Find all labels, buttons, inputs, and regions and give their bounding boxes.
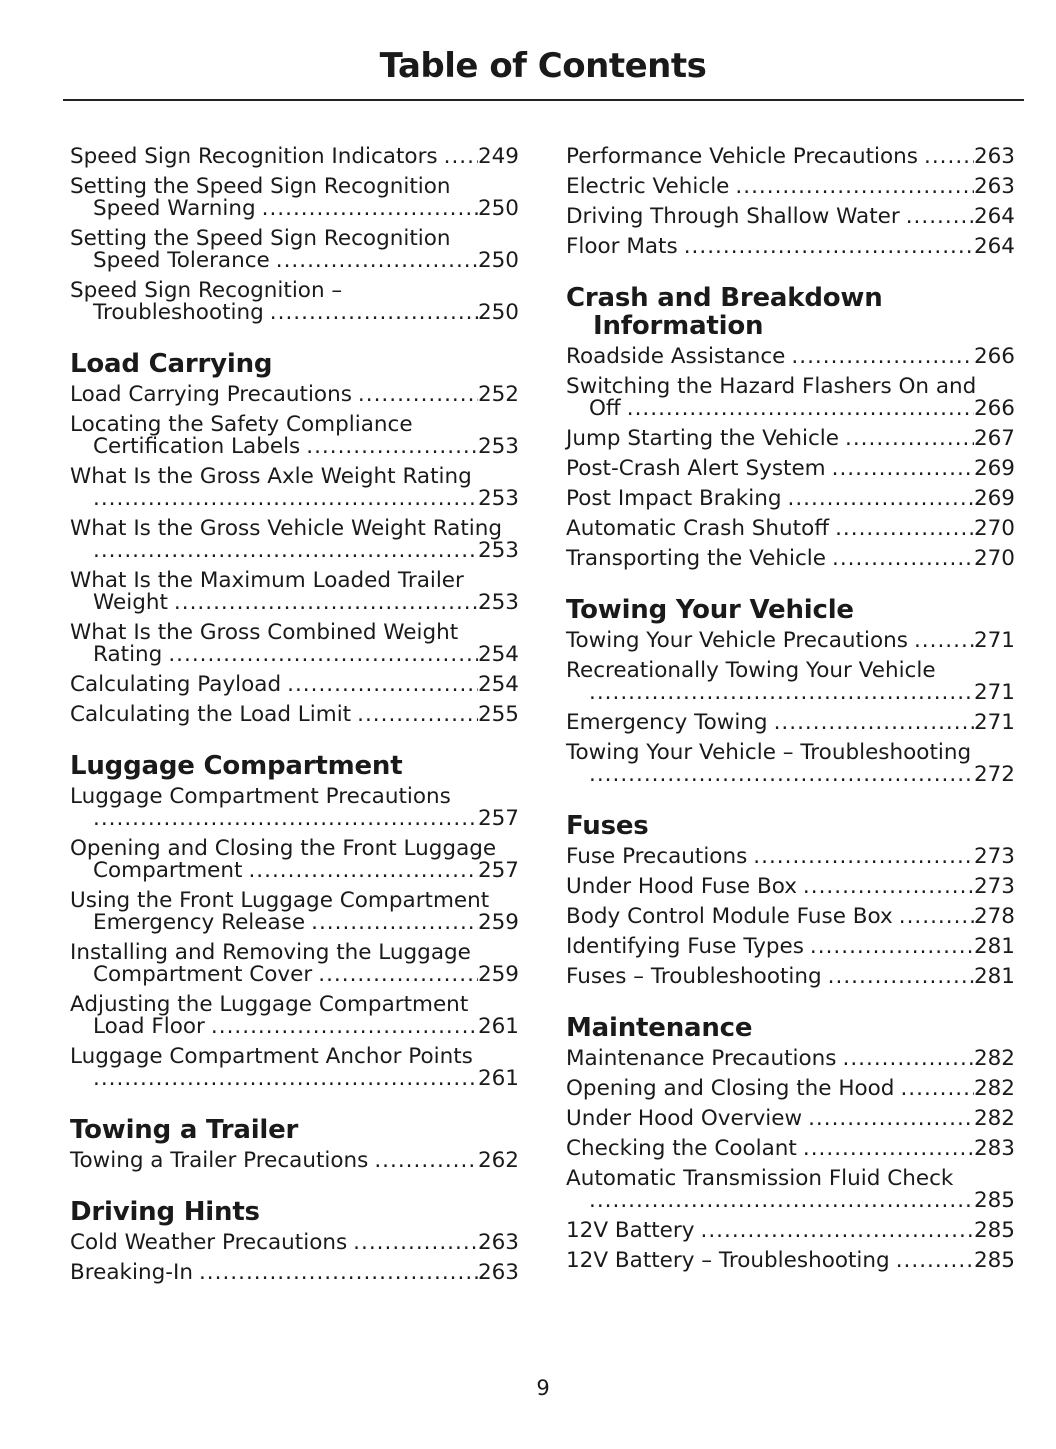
section-spacer <box>70 332 519 350</box>
section-heading-text: Information <box>593 311 764 341</box>
toc-entry-post-crash-alert-system[interactable] <box>566 458 1015 480</box>
entry-title: What Is the Gross Vehicle Weight Rating <box>70 516 503 541</box>
entry-title: Emergency Release <box>93 910 306 935</box>
toc-entry-adjusting-the-luggage-compartment-load-floor[interactable] <box>70 994 519 1038</box>
entry-line <box>566 376 1015 398</box>
section-heading-text: Load Carrying <box>70 349 273 379</box>
toc-entry-emergency-towing[interactable] <box>566 712 1015 734</box>
section-heading-fuses <box>566 812 1015 840</box>
entry-line <box>566 1078 1015 1100</box>
entry-line <box>70 1068 519 1090</box>
entry-line <box>70 704 519 726</box>
toc-entry-electric-vehicle[interactable] <box>566 176 1015 198</box>
toc-entry-maintenance-precautions[interactable] <box>566 1048 1015 1070</box>
dot-leader <box>374 1150 478 1172</box>
toc-entry-speed-sign-recognition-troubleshooting[interactable] <box>70 280 519 324</box>
entry-page-number: 262 <box>477 1148 519 1173</box>
section-spacer <box>566 266 1015 284</box>
entry-page-number: 278 <box>973 904 1015 929</box>
dot-leader <box>357 704 478 726</box>
entry-title: 12V Battery <box>566 1218 695 1243</box>
dot-leader <box>845 428 974 450</box>
entry-title: Adjusting the Luggage Compartment <box>70 992 469 1017</box>
entry-page-number: 273 <box>973 874 1015 899</box>
entry-title: Using the Front Luggage Compartment <box>70 888 490 913</box>
section-heading-driving-hints <box>70 1198 519 1226</box>
entry-line <box>566 176 1015 198</box>
entry-line <box>70 488 519 510</box>
entry-line <box>566 906 1015 928</box>
entry-line <box>566 236 1015 258</box>
entry-title: What Is the Gross Axle Weight Rating <box>70 464 472 489</box>
toc-entry-towing-a-trailer-precautions[interactable] <box>70 1150 519 1172</box>
entry-title: Calculating Payload <box>70 672 282 697</box>
toc-entry-opening-and-closing-the-hood[interactable] <box>566 1078 1015 1100</box>
toc-entry-what-is-the-gross-axle-weight-rating[interactable] <box>70 466 519 510</box>
entry-line <box>566 876 1015 898</box>
entry-line <box>70 786 519 808</box>
dot-leader <box>311 912 478 934</box>
entry-page-number: 285 <box>973 1188 1015 1213</box>
entry-page-number: 263 <box>477 1230 519 1255</box>
toc-entry-roadside-assistance[interactable] <box>566 346 1015 368</box>
toc-entry-fuses-troubleshooting[interactable] <box>566 966 1015 988</box>
entry-line <box>566 966 1015 988</box>
toc-entry-luggage-compartment-anchor-points[interactable] <box>70 1046 519 1090</box>
entry-line <box>70 384 519 406</box>
entry-page-number: 253 <box>477 590 519 615</box>
entry-title: Performance Vehicle Precautions <box>566 144 918 169</box>
entry-title: Automatic Transmission Fluid Check <box>566 1166 954 1191</box>
toc-left-column <box>70 146 519 1292</box>
dot-leader <box>270 302 478 324</box>
entry-line <box>566 1108 1015 1130</box>
toc-entry-floor-mats[interactable] <box>566 236 1015 258</box>
dot-leader <box>803 876 974 898</box>
entry-page-number: 266 <box>973 396 1015 421</box>
page-title: Table of Contents <box>379 46 707 86</box>
entry-line <box>70 414 519 436</box>
toc-entry-what-is-the-gross-vehicle-weight-rating[interactable] <box>70 518 519 562</box>
toc-entry-automatic-crash-shutoff[interactable] <box>566 518 1015 540</box>
dot-leader <box>753 846 974 868</box>
entry-line <box>70 838 519 860</box>
entry-page-number: 263 <box>973 144 1015 169</box>
dot-leader <box>835 518 974 540</box>
dot-leader <box>168 644 478 666</box>
entry-page-number: 266 <box>973 344 1015 369</box>
toc-entry-breaking-in[interactable] <box>70 1262 519 1284</box>
entry-line <box>70 1046 519 1068</box>
entry-line <box>70 302 519 324</box>
dot-leader <box>906 206 974 228</box>
dot-leader <box>787 488 973 510</box>
entry-title: Automatic Crash Shutoff <box>566 516 830 541</box>
dot-leader <box>700 1220 973 1242</box>
page-number: 9 <box>536 1376 550 1400</box>
entry-line <box>566 712 1015 734</box>
entry-page-number: 257 <box>477 806 519 831</box>
dot-leader <box>174 592 478 614</box>
dot-leader <box>589 764 974 786</box>
entry-line <box>70 570 519 592</box>
entry-title: Post-Crash Alert System <box>566 456 826 481</box>
entry-line <box>70 198 519 220</box>
entry-page-number: 281 <box>973 964 1015 989</box>
toc-entry-using-the-front-luggage-compartment-emergency-release[interactable] <box>70 890 519 934</box>
section-heading-text: Towing a Trailer <box>70 1115 299 1145</box>
dot-leader <box>896 1250 974 1272</box>
entry-line <box>70 674 519 696</box>
dot-leader <box>832 458 974 480</box>
section-heading-luggage-compartment <box>70 752 519 780</box>
dot-leader <box>262 198 478 220</box>
entry-page-number: 271 <box>973 628 1015 653</box>
entry-page-number: 249 <box>477 144 519 169</box>
entry-title: Speed Warning <box>93 196 256 221</box>
entry-page-number: 252 <box>477 382 519 407</box>
entry-line <box>70 622 519 644</box>
entry-title: Load Floor <box>93 1014 205 1039</box>
entry-page-number: 271 <box>973 710 1015 735</box>
entry-page-number: 253 <box>477 486 519 511</box>
dot-leader <box>93 808 478 830</box>
entry-page-number: 257 <box>477 858 519 883</box>
entry-line <box>70 250 519 272</box>
entry-page-number: 271 <box>973 680 1015 705</box>
toc-entry-identifying-fuse-types[interactable] <box>566 936 1015 958</box>
entry-page-number: 263 <box>477 1260 519 1285</box>
entry-line <box>70 280 519 302</box>
entry-title: Off <box>589 396 621 421</box>
entry-line <box>70 518 519 540</box>
entry-line <box>70 994 519 1016</box>
entry-line <box>566 548 1015 570</box>
toc-entry-post-impact-braking[interactable] <box>566 488 1015 510</box>
section-heading-towing-your-vehicle <box>566 596 1015 624</box>
entry-line <box>70 176 519 198</box>
entry-page-number: 254 <box>477 672 519 697</box>
entry-line <box>566 846 1015 868</box>
toc-entry-under-hood-overview[interactable] <box>566 1108 1015 1130</box>
entry-page-number: 264 <box>973 204 1015 229</box>
toc-entry-towing-your-vehicle-precautions[interactable] <box>566 630 1015 652</box>
dot-leader <box>287 674 478 696</box>
entry-line <box>70 436 519 458</box>
entry-line <box>566 428 1015 450</box>
entry-page-number: 253 <box>477 538 519 563</box>
entry-line <box>70 964 519 986</box>
entry-line <box>566 206 1015 228</box>
entry-page-number: 283 <box>973 1136 1015 1161</box>
entry-title: Switching the Hazard Flashers On and <box>566 374 977 399</box>
entry-line <box>70 1232 519 1254</box>
toc-entry-body-control-module-fuse-box[interactable] <box>566 906 1015 928</box>
section-spacer <box>70 1180 519 1198</box>
entry-page-number: 270 <box>973 516 1015 541</box>
entry-line <box>566 146 1015 168</box>
entry-line <box>70 912 519 934</box>
entry-title: What Is the Gross Combined Weight <box>70 620 459 645</box>
entry-page-number: 272 <box>973 762 1015 787</box>
dot-leader <box>276 250 478 272</box>
entry-title: Compartment Cover <box>93 962 313 987</box>
entry-line <box>70 808 519 830</box>
section-heading-towing-a-trailer <box>70 1116 519 1144</box>
entry-title: Identifying Fuse Types <box>566 934 804 959</box>
entry-page-number: 250 <box>477 300 519 325</box>
entry-title: Towing Your Vehicle Precautions <box>566 628 908 653</box>
toc-entry-checking-the-coolant[interactable] <box>566 1138 1015 1160</box>
entry-page-number: 250 <box>477 196 519 221</box>
entry-title: Troubleshooting <box>93 300 264 325</box>
dot-leader <box>735 176 974 198</box>
entry-line <box>566 1048 1015 1070</box>
entry-line <box>566 682 1015 704</box>
dot-leader <box>93 540 478 562</box>
entry-title: Post Impact Braking <box>566 486 782 511</box>
toc-entry-12v-battery-troubleshooting[interactable] <box>566 1250 1015 1272</box>
entry-title: Recreationally Towing Your Vehicle <box>566 658 936 683</box>
dot-leader <box>900 1078 974 1100</box>
entry-line <box>70 228 519 250</box>
entry-title: What Is the Maximum Loaded Trailer <box>70 568 464 593</box>
dot-leader <box>774 712 974 734</box>
dot-leader <box>444 146 478 168</box>
toc-right-column <box>566 146 1015 1280</box>
entry-title: Driving Through Shallow Water <box>566 204 900 229</box>
dot-leader <box>832 548 974 570</box>
entry-title: Body Control Module Fuse Box <box>566 904 893 929</box>
entry-page-number: 285 <box>973 1248 1015 1273</box>
entry-line <box>70 1262 519 1284</box>
dot-leader <box>914 630 974 652</box>
section-heading-text: Fuses <box>566 811 649 841</box>
entry-title: Load Carrying Precautions <box>70 382 352 407</box>
entry-page-number: 282 <box>973 1046 1015 1071</box>
section-heading-maintenance <box>566 1014 1015 1042</box>
entry-title: Breaking-In <box>70 1260 193 1285</box>
entry-line <box>566 1250 1015 1272</box>
entry-line <box>70 1016 519 1038</box>
toc-entry-luggage-compartment-precautions[interactable] <box>70 786 519 830</box>
entry-title: Fuses – Troubleshooting <box>566 964 822 989</box>
dot-leader <box>810 936 974 958</box>
entry-title: Towing a Trailer Precautions <box>70 1148 369 1173</box>
entry-line <box>566 1138 1015 1160</box>
entry-line <box>566 1220 1015 1242</box>
entry-page-number: 267 <box>973 426 1015 451</box>
dot-leader <box>248 860 478 882</box>
entry-title: Emergency Towing <box>566 710 768 735</box>
entry-page-number: 259 <box>477 910 519 935</box>
toc-entry-installing-and-removing-the-luggage-compartment-cover[interactable] <box>70 942 519 986</box>
entry-title: Jump Starting the Vehicle <box>566 426 840 451</box>
entry-title: Calculating the Load Limit <box>70 702 352 727</box>
entry-page-number: 282 <box>973 1076 1015 1101</box>
toc-entry-recreationally-towing-your-vehicle[interactable] <box>566 660 1015 704</box>
entry-title: Speed Sign Recognition – <box>70 278 343 303</box>
entry-line <box>566 630 1015 652</box>
toc-entry-calculating-the-load-limit[interactable] <box>70 704 519 726</box>
entry-title: Certification Labels <box>93 434 301 459</box>
entry-title: Cold Weather Precautions <box>70 1230 348 1255</box>
entry-title: Towing Your Vehicle – Troubleshooting <box>566 740 972 765</box>
dot-leader <box>306 436 478 458</box>
entry-page-number: 259 <box>477 962 519 987</box>
dot-leader <box>358 384 478 406</box>
dot-leader <box>803 1138 974 1160</box>
entry-page-number: 270 <box>973 546 1015 571</box>
section-heading-text: Luggage Compartment <box>70 751 403 781</box>
entry-title: Luggage Compartment Anchor Points <box>70 1044 473 1069</box>
toc-entry-driving-through-shallow-water[interactable] <box>566 206 1015 228</box>
entry-page-number: 261 <box>477 1066 519 1091</box>
entry-line <box>70 644 519 666</box>
entry-line <box>566 660 1015 682</box>
entry-line <box>566 764 1015 786</box>
dot-leader <box>589 682 974 704</box>
entry-line <box>70 466 519 488</box>
toc-entry-transporting-the-vehicle[interactable] <box>566 548 1015 570</box>
dot-leader <box>589 1190 974 1212</box>
toc-entry-speed-sign-recognition-indicators[interactable] <box>70 146 519 168</box>
entry-title: Under Hood Fuse Box <box>566 874 797 899</box>
section-heading-text: Maintenance <box>566 1013 753 1043</box>
section-spacer <box>566 996 1015 1014</box>
entry-page-number: 282 <box>973 1106 1015 1131</box>
section-spacer <box>70 734 519 752</box>
section-spacer <box>566 578 1015 596</box>
dot-leader <box>791 346 974 368</box>
entry-line <box>70 890 519 912</box>
toc-entry-cold-weather-precautions[interactable] <box>70 1232 519 1254</box>
entry-title: Checking the Coolant <box>566 1136 797 1161</box>
entry-page-number: 254 <box>477 642 519 667</box>
toc-entry-opening-and-closing-the-front-luggage-compartment[interactable] <box>70 838 519 882</box>
entry-page-number: 250 <box>477 248 519 273</box>
entry-title: Roadside Assistance <box>566 344 786 369</box>
entry-page-number: 264 <box>973 234 1015 259</box>
entry-title: Maintenance Precautions <box>566 1046 837 1071</box>
dot-leader <box>924 146 974 168</box>
entry-title: Speed Sign Recognition Indicators <box>70 144 438 169</box>
dot-leader <box>684 236 974 258</box>
entry-line <box>566 936 1015 958</box>
entry-title: Speed Tolerance <box>93 248 270 273</box>
toc-entry-performance-vehicle-precautions[interactable] <box>566 146 1015 168</box>
entry-page-number: 261 <box>477 1014 519 1039</box>
entry-line <box>70 592 519 614</box>
toc-entry-what-is-the-maximum-loaded-trailer-weight[interactable] <box>70 570 519 614</box>
entry-page-number: 281 <box>973 934 1015 959</box>
entry-title: Floor Mats <box>566 234 678 259</box>
dot-leader <box>199 1262 478 1284</box>
dot-leader <box>93 1068 478 1090</box>
entry-title: Installing and Removing the Luggage <box>70 940 471 965</box>
dot-leader <box>808 1108 974 1130</box>
entry-page-number: 269 <box>973 486 1015 511</box>
toc-entry-calculating-payload[interactable] <box>70 674 519 696</box>
entry-line <box>70 146 519 168</box>
dot-leader <box>353 1232 478 1254</box>
entry-title: Setting the Speed Sign Recognition <box>70 174 451 199</box>
dot-leader <box>627 398 974 420</box>
toc-entry-setting-the-speed-sign-recognition-speed-tolerance[interactable] <box>70 228 519 272</box>
entry-title: Weight <box>93 590 168 615</box>
dot-leader <box>899 906 974 928</box>
entry-page-number: 253 <box>477 434 519 459</box>
entry-line <box>566 458 1015 480</box>
entry-page-number: 273 <box>973 844 1015 869</box>
toc-entry-switching-the-hazard-flashers-on-and-off[interactable] <box>566 376 1015 420</box>
entry-title: Locating the Safety Compliance <box>70 412 413 437</box>
dot-leader <box>318 964 478 986</box>
entry-line <box>70 540 519 562</box>
toc-entry-automatic-transmission-fluid-check[interactable] <box>566 1168 1015 1212</box>
entry-line <box>566 518 1015 540</box>
toc-entry-what-is-the-gross-combined-weight-rating[interactable] <box>70 622 519 666</box>
entry-title: 12V Battery – Troubleshooting <box>566 1248 890 1273</box>
entry-line <box>70 942 519 964</box>
section-heading-text: Towing Your Vehicle <box>566 595 854 625</box>
entry-page-number: 255 <box>477 702 519 727</box>
section-heading-load-carrying <box>70 350 519 378</box>
entry-line <box>566 742 1015 764</box>
section-spacer <box>70 1098 519 1116</box>
dot-leader <box>93 488 478 510</box>
entry-line <box>566 488 1015 510</box>
entry-line <box>566 346 1015 368</box>
entry-title: Transporting the Vehicle <box>566 546 826 571</box>
title-divider <box>63 99 1024 101</box>
entry-title: Opening and Closing the Front Luggage <box>70 836 497 861</box>
toc-entry-towing-your-vehicle-troubleshooting[interactable] <box>566 742 1015 786</box>
toc-entry-load-carrying-precautions[interactable] <box>70 384 519 406</box>
entry-title: Compartment <box>93 858 243 883</box>
entry-line <box>566 398 1015 420</box>
entry-line <box>566 1190 1015 1212</box>
entry-title: Under Hood Overview <box>566 1106 803 1131</box>
entry-line <box>70 860 519 882</box>
dot-leader <box>828 966 974 988</box>
toc-entry-fuse-precautions[interactable] <box>566 846 1015 868</box>
entry-title: Opening and Closing the Hood <box>566 1076 895 1101</box>
section-spacer <box>566 794 1015 812</box>
entry-page-number: 285 <box>973 1218 1015 1243</box>
entry-page-number: 269 <box>973 456 1015 481</box>
entry-title: Fuse Precautions <box>566 844 748 869</box>
toc-entry-jump-starting-the-vehicle[interactable] <box>566 428 1015 450</box>
toc-entry-setting-the-speed-sign-recognition-speed-warning[interactable] <box>70 176 519 220</box>
toc-entry-locating-the-safety-compliance-certification-labels[interactable] <box>70 414 519 458</box>
entry-page-number: 263 <box>973 174 1015 199</box>
dot-leader <box>211 1016 478 1038</box>
entry-title: Luggage Compartment Precautions <box>70 784 451 809</box>
entry-title: Electric Vehicle <box>566 174 730 199</box>
section-heading-crash-and-breakdown-information <box>566 284 1015 340</box>
section-heading-text: Crash and Breakdown <box>566 283 883 313</box>
toc-entry-12v-battery[interactable] <box>566 1220 1015 1242</box>
entry-line <box>566 1168 1015 1190</box>
dot-leader <box>842 1048 973 1070</box>
toc-entry-under-hood-fuse-box[interactable] <box>566 876 1015 898</box>
section-heading-text: Driving Hints <box>70 1197 260 1227</box>
entry-line <box>70 1150 519 1172</box>
entry-title: Rating <box>93 642 163 667</box>
entry-title: Setting the Speed Sign Recognition <box>70 226 451 251</box>
